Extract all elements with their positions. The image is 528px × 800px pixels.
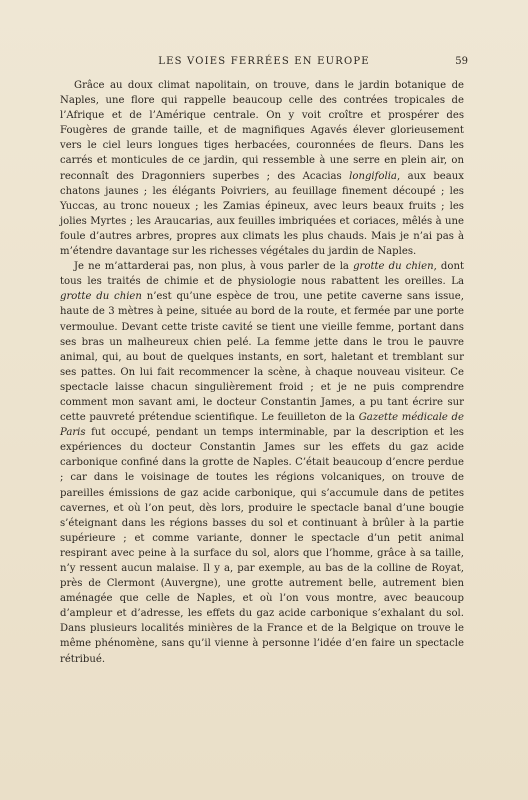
page-header xyxy=(60,56,468,70)
paragraph-2-run-3: n’est qu’une espèce de trou, une petite caverne sans issue, haute de 3 mètres à peine, située au bord de la route, et fermée par une porte vermoulue. Devant cette triste cavité se tient une vieille femme, portant dans ses bras un malheureux chien pelé. La femme jette dans le trou le pauvre animal, qui, au bout de quelques instants, en sort, haletant et tremblant sur ses pattes. On lui fait recommencer la scène, à chaque nouveau visiteur. Ce spectacle laisse chacun singulièrement froid ; et je ne puis comprendre comment mon savant ami, le docteur Constantin James, a pu tant écrire sur cette pauvreté prétendue scientifique. Le feuilleton de la xyxy=(60,291,464,424)
running-title: LES VOIES FERRÉES EN EUROPE xyxy=(158,56,370,67)
paragraph-1-italic-1: longifolia xyxy=(349,170,397,182)
page-number: 59 xyxy=(455,56,468,67)
paragraph-2-run-4: fut occupé, pendant un temps interminable, par la description et les expériences du docteur Constantin James sur les effets du gaz acide carbonique confiné dans la grotte de Naples. C’était beaucoup d’encre perdue ; car dans le voisinage de toutes les régions volcaniques, on trouve de pareilles émissions de gaz acide carbonique, qui s’accumule dans de petites cavernes, et où l’on peut, dès lors, produire le spectacle banal d’une bougie s’éteignant dans les régions basses du sol et continuant à brûler à la partie supérieure ; et comme variante, donner le spectacle d’un petit animal respirant avec peine à la surface du sol, alors que l’homme, grâce à sa taille, n’y ressent aucun malaise. Il y a, par exemple, au bas de la colline de Royat, près de Clermont (Auvergne), une grotte autrement belle, autrement bien aménagée que celle de Naples, et où l’on vous montre, avec beaucoup d’ampleur et d’adresse, les effets du gaz acide carbonique s’exhalant du sol. Dans plusieurs localités minières de la France et de la Belgique on trouve le même phénomène, sans qu’il vienne à personne l’idée d’en faire un spectacle rétribué. xyxy=(60,427,464,665)
paragraph-2-italic-3: Gazette médicale de Paris xyxy=(60,412,464,439)
paragraph-2-italic-1: grotte du chien xyxy=(353,261,434,273)
body-text xyxy=(60,78,464,667)
paragraph-2-run-2: , dont tous les traités de chimie et de physiologie nous rabattent les oreilles. La xyxy=(60,261,465,288)
paragraph-1 xyxy=(60,78,464,259)
paragraph-1-run-1: Grâce au doux climat napolitain, on trouve, dans le jardin botanique de Naples, une flore qui rappelle beaucoup celle des contrées tropicales de l’Afrique et de l’Amérique centrale. On y voit croître et prospérer des Fougères de grande taille, et de magnifiques Agavés élever glorieusement vers le ciel leurs longues tiges herbacées, couronnées de fleurs. Dans les carrés et monticules de ce jardin, qui ressemble à une serre en plein air, on reconnaît des Dragonniers superbes ; des Acacias xyxy=(60,80,464,182)
paragraph-2-italic-2: grotte du chien xyxy=(60,291,142,303)
paragraph-2 xyxy=(60,259,464,667)
paragraph-2-run-1: Je ne m’attarderai pas, non plus, à vous parler de la xyxy=(74,261,354,273)
paragraph-1-run-2: , aux beaux chatons jaunes ; les élégants Poivriers, au feuillage finement découpé ; les Yuccas, au tronc noueux ; les Zamias épineux, avec leurs beaux fruits ; les jolies Myrtes ; les Araucarias, aux feuilles imbriquées et coriaces, mêlés à une foule d’autres arbres, propres aux climats les plus chauds. Mais je n’ai pas à m’étendre davantage sur les richesses végétales du jardin de Naples. xyxy=(60,170,464,258)
